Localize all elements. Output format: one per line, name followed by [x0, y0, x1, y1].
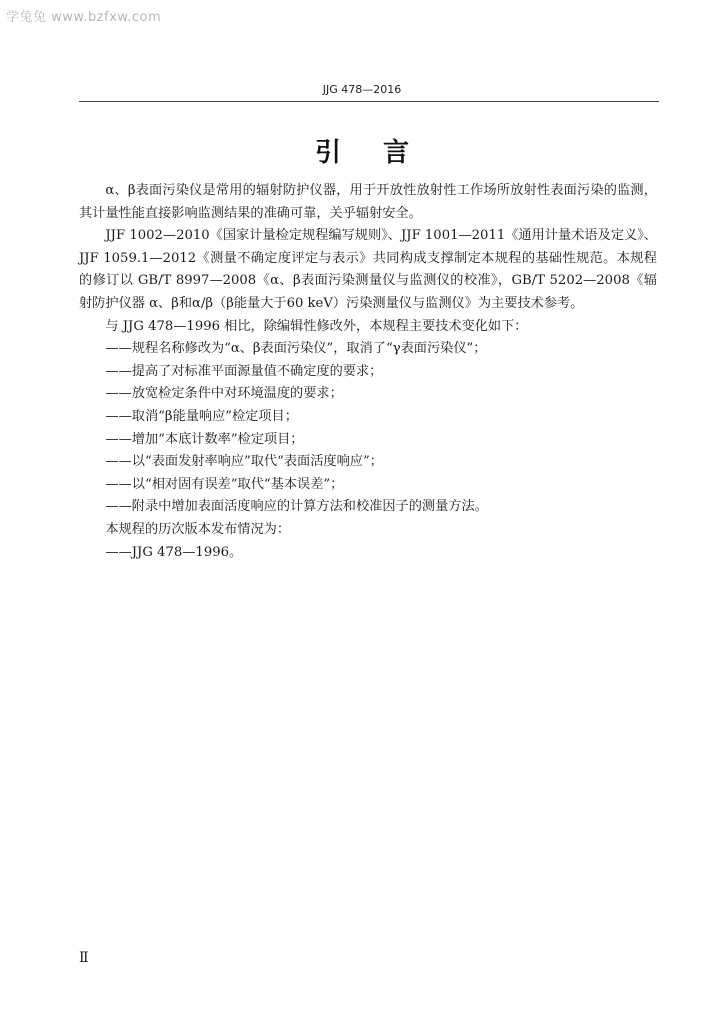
watermark: 学兔兔 www.bzfxw.com [6, 10, 162, 25]
change-item: ——以“表面发射率响应”取代“表面活度响应”； [105, 454, 383, 470]
change-item: ——放宽检定条件中对环境温度的要求； [105, 386, 343, 402]
header-rule [79, 101, 659, 102]
change-item: ——增加“本底计数率”检定项目； [105, 431, 304, 447]
change-item: ——附录中增加表面活度响应的计算方法和校准因子的测量方法。 [105, 499, 488, 515]
history-item: ——JJG 478—1996。 [105, 544, 243, 560]
section-title: 引言 [314, 138, 451, 168]
change-item: ——规程名称修改为“α、β表面污染仪”，取消了“γ表面污染仪”； [105, 341, 487, 357]
document-body [79, 180, 657, 564]
paragraph-intro: α、β表面污染仪是常用的辐射防护仪器，用于开放性放射性工作场所放射性表面污染的监测，其计量性能直接影响监测结果的准确可靠，关乎辐射安全。 [79, 183, 657, 221]
running-header: JJG 478—2016 [322, 83, 402, 96]
change-item: ——以“相对固有误差”取代“基本误差”； [105, 476, 344, 492]
paragraph-history-intro: 本规程的历次版本发布情况为： [105, 521, 291, 537]
paragraph-references: JJF 1002—2010《国家计量检定规程编写规则》、JJF 1001—2011《通用计量术语及定义》、JJF 1059.1—2012《测量不确定度评定与表示》共同构成支撑制定本规程的基础性规范。本规程的修订以 GB/T 8997—2008《α、β表面污染测量仪与监测仪的校准》，GB/T 5202—2008《辐射防护仪器 α、β和α/β（β能量大于60 keV）污染测量仪与监测仪》为主要技术参考。 [79, 228, 657, 311]
paragraph-changes-intro: 与 JJG 478—1996 相比，除编辑性修改外，本规程主要技术变化如下： [105, 318, 528, 334]
change-item: ——提高了对标准平面源量值不确定度的要求； [105, 363, 383, 379]
page-number: Ⅱ [79, 950, 89, 966]
change-item: ——取消“β能量响应”检定项目； [105, 408, 298, 424]
